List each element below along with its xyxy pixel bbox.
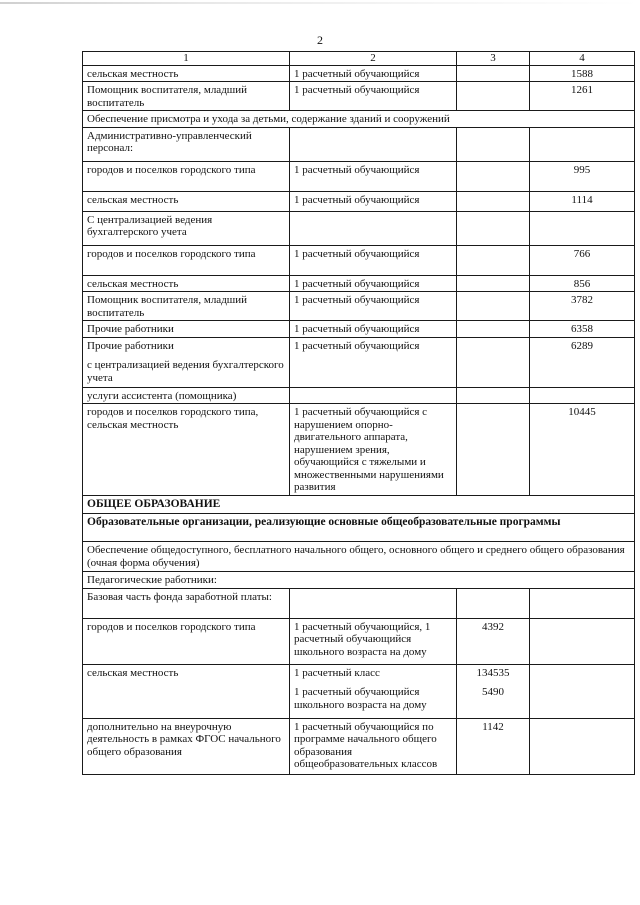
- cell-text: городов и поселков городского типа: [87, 620, 256, 633]
- unit-cell: [290, 245, 457, 275]
- value-cell-col4: [530, 588, 635, 618]
- value-cell-col4: [530, 292, 635, 321]
- value-cell-col4: [530, 127, 635, 161]
- column-number-4: 4: [530, 52, 635, 66]
- category-cell: [83, 321, 290, 338]
- table-row: [83, 337, 635, 387]
- category-cell: [83, 292, 290, 321]
- unit-cell: [290, 618, 457, 664]
- category-cell: [83, 404, 290, 496]
- cell-text: сельская местность: [87, 277, 179, 290]
- category-cell: [83, 588, 290, 618]
- unit-cell: [290, 404, 457, 496]
- unit-cell: [290, 321, 457, 338]
- value-cell-col4: [530, 191, 635, 211]
- value-cell-col4: [530, 161, 635, 191]
- cell-text: 1114: [571, 193, 593, 206]
- table-row: [83, 65, 635, 82]
- value-cell-col3: [457, 387, 530, 404]
- category-cell: [83, 718, 290, 774]
- paragraph-gap: [461, 679, 525, 686]
- value-cell-col3: [457, 588, 530, 618]
- section-heading-row: [83, 514, 635, 542]
- cell-text: 1261: [571, 84, 593, 96]
- unit-cell: [290, 127, 457, 161]
- category-cell: [83, 127, 290, 161]
- column-number-row: [83, 52, 635, 66]
- cell-text: 1 расчетный обучающийся: [294, 323, 420, 335]
- value-cell-col3: [457, 82, 530, 111]
- cell-text: Помощник воспитателя, младший воспитатель: [87, 294, 248, 319]
- cell-text: 1142: [482, 720, 504, 733]
- scan-edge-artifact: [0, 2, 640, 4]
- category-cell: [83, 161, 290, 191]
- cell-text: сельская местность: [87, 193, 179, 206]
- cell-text: С централизацией ведения бухгалтерского учета: [87, 213, 213, 238]
- table-row: [83, 191, 635, 211]
- value-cell-col3: [457, 618, 530, 664]
- table-row: [83, 718, 635, 774]
- cell-text: 766: [573, 247, 591, 260]
- value-cell-col4: [530, 664, 635, 718]
- unit-cell: [290, 292, 457, 321]
- cell-text: 6289: [571, 339, 593, 352]
- unit-cell: [290, 161, 457, 191]
- table-row: [83, 292, 635, 321]
- category-cell: [83, 337, 290, 387]
- value-cell-col3: [457, 211, 530, 245]
- value-cell-col3: [457, 404, 530, 496]
- value-cell-col3: [457, 292, 530, 321]
- cell-text: 1 расчетный обучающийся по программе начального общего образования общеобразовательных классов: [294, 720, 438, 770]
- cell-text: 1 расчетный обучающийся: [294, 193, 420, 206]
- category-cell: [83, 191, 290, 211]
- rates-table: [82, 51, 635, 775]
- section-heading-row: [83, 111, 635, 128]
- category-cell: [83, 65, 290, 82]
- cell-text: 1 расчетный класс: [294, 666, 380, 679]
- unit-cell: [290, 664, 457, 718]
- category-cell: [83, 275, 290, 292]
- cell-text: Базовая часть фонда заработной платы:: [87, 590, 272, 603]
- column-number-1: 1: [83, 52, 290, 66]
- table-row: [83, 245, 635, 275]
- paragraph-gap: [294, 679, 452, 686]
- value-cell-col3: [457, 718, 530, 774]
- section-heading-row: [83, 572, 635, 589]
- unit-cell: [290, 387, 457, 404]
- paragraph-gap: [87, 352, 285, 359]
- unit-cell: [290, 191, 457, 211]
- table-row: [83, 82, 635, 111]
- section-heading-row: [83, 542, 635, 572]
- table-row: [83, 618, 635, 664]
- category-cell: [83, 82, 290, 111]
- section-heading: Обеспечение присмотра и ухода за детьми, содержание зданий и сооружений: [83, 111, 635, 128]
- column-number-2: 2: [290, 52, 457, 66]
- cell-text: 10445: [568, 406, 596, 418]
- column-number-3: 3: [457, 52, 530, 66]
- cell-text: 856: [573, 277, 591, 290]
- cell-text: дополнительно на внеурочную деятельность в рамках ФГОС начального общего образования: [87, 720, 281, 758]
- cell-text: 1588: [571, 67, 593, 80]
- value-cell-col4: [530, 245, 635, 275]
- cell-text: Прочие работники: [87, 339, 174, 352]
- table-row: [83, 275, 635, 292]
- value-cell-col4: [530, 337, 635, 387]
- cell-text: 1 расчетный обучающийся: [294, 163, 420, 176]
- cell-text: 6358: [571, 323, 593, 335]
- value-cell-col3: [457, 127, 530, 161]
- category-cell: [83, 245, 290, 275]
- category-cell: [83, 664, 290, 718]
- value-cell-col4: [530, 718, 635, 774]
- section-heading-bold: ОБЩЕЕ ОБРАЗОВАНИЕ: [83, 496, 635, 514]
- value-cell-col4: [530, 82, 635, 111]
- cell-text: городов и поселков городского типа: [87, 247, 256, 260]
- value-cell-col4: [530, 211, 635, 245]
- section-heading-row: [83, 496, 635, 514]
- cell-text: 995: [573, 163, 591, 176]
- cell-text: 1 расчетный обучающийся: [294, 67, 420, 80]
- section-heading: Педагогические работники:: [83, 572, 635, 589]
- unit-cell: [290, 718, 457, 774]
- cell-text: 1 расчетный обучающийся: [294, 339, 420, 352]
- value-cell-col4: [530, 275, 635, 292]
- unit-cell: [290, 275, 457, 292]
- value-cell-col4: [530, 404, 635, 496]
- value-cell-col3: [457, 191, 530, 211]
- unit-cell: [290, 65, 457, 82]
- unit-cell: [290, 211, 457, 245]
- table-row: [83, 404, 635, 496]
- cell-text: 1 расчетный обучающийся: [294, 247, 420, 260]
- value-cell-col4: [530, 321, 635, 338]
- cell-text: услуги ассистента (помощника): [87, 389, 237, 402]
- cell-text: 1 расчетный обучающийся с нарушением опорно-двигательного аппарата, нарушением зрения, обучающийся с тяжелыми и множественными нарушениями развития: [294, 406, 444, 493]
- table-row: [83, 664, 635, 718]
- page-number: 2: [317, 33, 323, 47]
- table-row: [83, 588, 635, 618]
- category-cell: [83, 618, 290, 664]
- cell-text: 3782: [571, 294, 593, 306]
- value-cell-col4: [530, 65, 635, 82]
- cell-text: городов и поселков городского типа: [87, 163, 256, 176]
- value-cell-col3: [457, 161, 530, 191]
- cell-text: сельская местность: [87, 67, 179, 80]
- cell-text: 1 расчетный обучающийся: [294, 277, 420, 290]
- table-row: [83, 321, 635, 338]
- cell-text: Помощник воспитателя, младший воспитатель: [87, 84, 248, 109]
- cell-text: Прочие работники: [87, 323, 174, 335]
- table-row: [83, 161, 635, 191]
- table-body: [83, 52, 635, 775]
- cell-text: 1 расчетный обучающийся школьного возраста на дому: [294, 686, 427, 711]
- value-cell-col3: [457, 245, 530, 275]
- cell-text: с централизацией ведения бухгалтерского учета: [87, 359, 284, 384]
- cell-text: сельская местность: [87, 666, 179, 679]
- cell-text: 1 расчетный обучающийся: [294, 294, 420, 306]
- cell-text: городов и поселков городского типа, сельская местность: [87, 406, 259, 431]
- table-row: [83, 127, 635, 161]
- value-cell-col4: [530, 387, 635, 404]
- cell-text: 5490: [482, 686, 504, 698]
- cell-text: 134535: [476, 666, 510, 679]
- unit-cell: [290, 337, 457, 387]
- section-heading: Обеспечение общедоступного, бесплатного начального общего, основного общего и среднего общего образования (очная форма обучения): [83, 542, 635, 572]
- value-cell-col3: [457, 65, 530, 82]
- cell-text: 1 расчетный обучающийся, 1 расчетный обучающийся школьного возраста на дому: [294, 620, 431, 658]
- section-heading-bold: Образовательные организации, реализующие основные общеобразовательные программы: [83, 514, 635, 542]
- cell-text: 1 расчетный обучающийся: [294, 84, 420, 96]
- cell-text: Административно-управленческий персонал:: [87, 129, 252, 154]
- value-cell-col3: [457, 321, 530, 338]
- category-cell: [83, 387, 290, 404]
- unit-cell: [290, 82, 457, 111]
- value-cell-col3: [457, 337, 530, 387]
- value-cell-col3: [457, 275, 530, 292]
- value-cell-col4: [530, 618, 635, 664]
- table-row: [83, 211, 635, 245]
- value-cell-col3: [457, 664, 530, 718]
- table-row: [83, 387, 635, 404]
- cell-text: 4392: [482, 620, 504, 633]
- unit-cell: [290, 588, 457, 618]
- category-cell: [83, 211, 290, 245]
